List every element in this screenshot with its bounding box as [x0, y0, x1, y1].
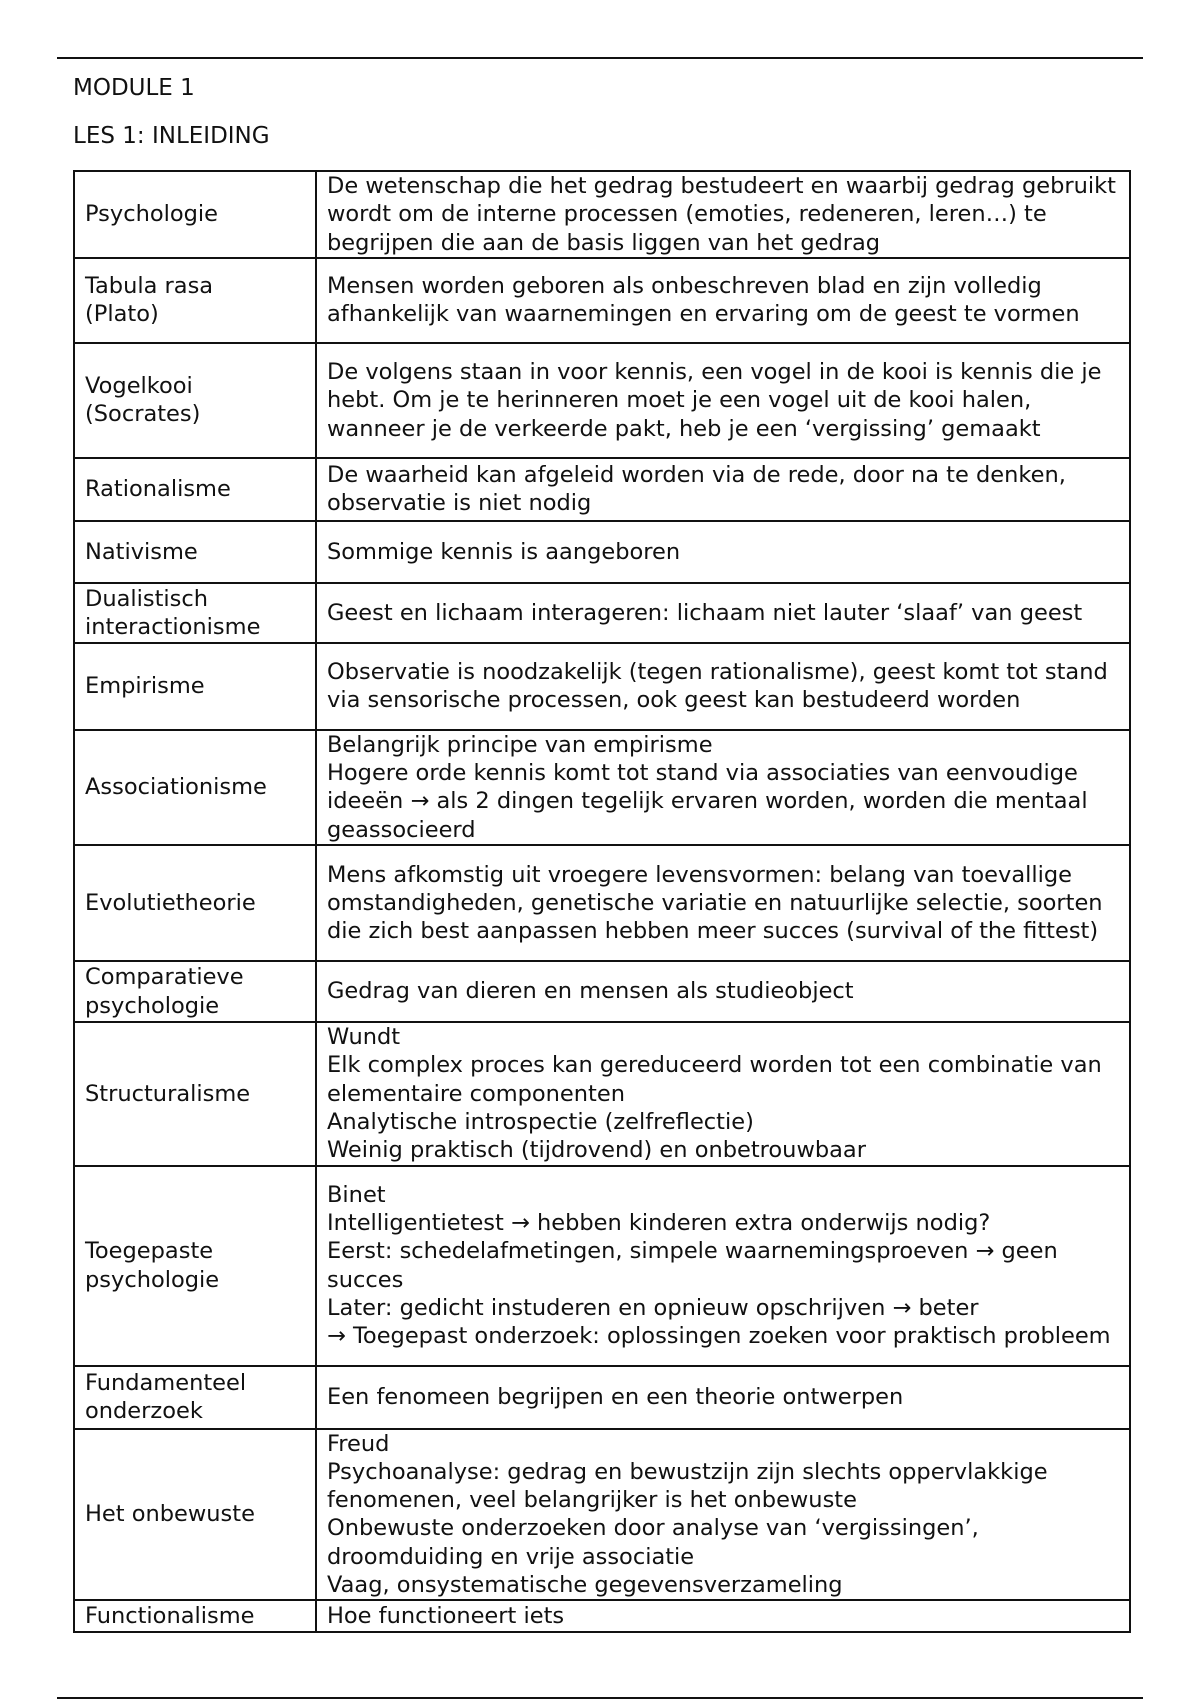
- term-text: Psychologie: [85, 201, 219, 228]
- definition-cell: [316, 1600, 1130, 1632]
- term-text: Structuralisme: [85, 1080, 251, 1107]
- term-cell: [74, 1600, 316, 1632]
- term-cell: [74, 730, 316, 845]
- term-cell: [74, 845, 316, 961]
- term-text: Nativisme: [85, 538, 198, 565]
- table-row: [74, 730, 1130, 845]
- definition-cell: [316, 643, 1130, 730]
- table-row: [74, 845, 1130, 961]
- term-cell: [74, 1366, 316, 1429]
- definition-cell: [316, 1429, 1130, 1601]
- definition-cell: [316, 171, 1130, 258]
- table-row: [74, 583, 1130, 643]
- top-divider: [57, 57, 1143, 59]
- term-cell: [74, 1166, 316, 1366]
- definition-text: Mens afkomstig uit vroegere levensvormen: belang van toevallige omstandigheden, genetische variatie en natuurlijke selectie, soorten die zich best aanpassen hebben meer succes (survival of the fittest): [327, 861, 1103, 945]
- term-text: Fundamenteel onderzoek: [85, 1369, 247, 1425]
- table-row: [74, 1022, 1130, 1165]
- glossary-table: [73, 170, 1131, 1633]
- term-text: Associationisme: [85, 774, 267, 801]
- term-cell: [74, 961, 316, 1022]
- table-row: [74, 643, 1130, 730]
- definition-text: Gedrag van dieren en mensen als studieobject: [327, 978, 854, 1005]
- definition-cell: [316, 458, 1130, 521]
- definition-cell: [316, 730, 1130, 845]
- term-text: Toegepaste psychologie: [85, 1238, 220, 1293]
- term-text: Comparatieve psychologie: [85, 964, 244, 1019]
- table-row: [74, 1600, 1130, 1632]
- term-text: Rationalisme: [85, 476, 231, 503]
- definition-text: Binet Intelligentietest → hebben kinderen extra onderwijs nodig? Eerst: schedelafmetingen, simpele waarnemingsproeven → geen succes Later: gedicht instuderen en opnieuw opschrijven → beter → Toegepast onderzoek: oplossingen zoeken voor praktisch probleem: [327, 1181, 1111, 1350]
- definition-text: Observatie is noodzakelijk (tegen rationalisme), geest komt tot stand via sensorische processen, ook geest kan bestudeerd worden: [327, 659, 1108, 714]
- term-text: Tabula rasa (Plato): [85, 273, 214, 328]
- table-row: [74, 1166, 1130, 1366]
- lesson-heading: LES 1: INLEIDING: [73, 123, 270, 149]
- term-text: Functionalisme: [85, 1603, 255, 1630]
- table-row: [74, 343, 1130, 458]
- bottom-divider: [57, 1697, 1143, 1699]
- table-row: [74, 458, 1130, 521]
- term-cell: [74, 343, 316, 458]
- definition-text: Sommige kennis is aangeboren: [327, 538, 681, 565]
- definition-cell: [316, 845, 1130, 961]
- definition-text: De waarheid kan afgeleid worden via de rede, door na te denken, observatie is niet nodig: [327, 462, 1066, 517]
- definition-text: De wetenschap die het gedrag bestudeert en waarbij gedrag gebruikt wordt om de interne processen (emoties, redeneren, leren…) te begrijpen die aan de basis liggen van het gedrag: [327, 173, 1116, 256]
- definition-cell: [316, 1166, 1130, 1366]
- module-heading: MODULE 1: [73, 75, 195, 101]
- definition-cell: [316, 1022, 1130, 1165]
- table-row: [74, 258, 1130, 343]
- term-text: Vogelkooi (Socrates): [85, 373, 201, 428]
- definition-text: De volgens staan in voor kennis, een vogel in de kooi is kennis die je hebt. Om je te herinneren moet je een vogel uit de kooi halen, wanneer je de verkeerde pakt, heb je een ‘vergissing’ gemaakt: [327, 358, 1102, 442]
- definition-cell: [316, 343, 1130, 458]
- definition-cell: [316, 1366, 1130, 1429]
- term-text: Het onbewuste: [85, 1501, 255, 1528]
- definition-text: Hoe functioneert iets: [327, 1603, 565, 1630]
- table-row: [74, 1366, 1130, 1429]
- table-row: [74, 521, 1130, 583]
- term-cell: [74, 521, 316, 583]
- term-cell: [74, 643, 316, 730]
- table-row: [74, 1429, 1130, 1601]
- definition-text: Mensen worden geboren als onbeschreven blad en zijn volledig afhankelijk van waarnemingen en ervaring om de geest te vormen: [327, 273, 1080, 328]
- definition-cell: [316, 583, 1130, 643]
- definition-text: Een fenomeen begrijpen en een theorie ontwerpen: [327, 1383, 904, 1410]
- term-text: Empirisme: [85, 673, 205, 700]
- term-text: Dualistisch interactionisme: [85, 585, 261, 640]
- term-cell: [74, 1022, 316, 1165]
- term-cell: [74, 458, 316, 521]
- term-cell: [74, 583, 316, 643]
- definition-cell: [316, 521, 1130, 583]
- definition-cell: [316, 258, 1130, 343]
- definition-text: Belangrijk principe van empirisme Hogere orde kennis komt tot stand via associaties van eenvoudige ideeën → als 2 dingen tegelijk ervaren worden, worden die mentaal geassocieerd: [327, 731, 1088, 843]
- definition-text: Wundt Elk complex proces kan gereduceerd worden tot een combinatie van elementaire componenten Analytische introspectie (zelfreflectie) Weinig praktisch (tijdrovend) en onbetrouwbaar: [327, 1024, 1102, 1164]
- table-row: [74, 961, 1130, 1022]
- definition-cell: [316, 961, 1130, 1022]
- definition-text: Freud Psychoanalyse: gedrag en bewustzijn zijn slechts oppervlakkige fenomenen, veel belangrijker is het onbewuste Onbewuste onderzoeken door analyse van ‘vergissingen’, droomduiding en vrije associatie Vaag, onsystematische gegevensverzameling: [327, 1430, 1048, 1599]
- term-text: Evolutietheorie: [85, 889, 256, 916]
- definition-text: Geest en lichaam interageren: lichaam niet lauter ‘slaaf’ van geest: [327, 599, 1083, 626]
- term-cell: [74, 1429, 316, 1601]
- table-row: [74, 171, 1130, 258]
- term-cell: [74, 258, 316, 343]
- term-cell: [74, 171, 316, 258]
